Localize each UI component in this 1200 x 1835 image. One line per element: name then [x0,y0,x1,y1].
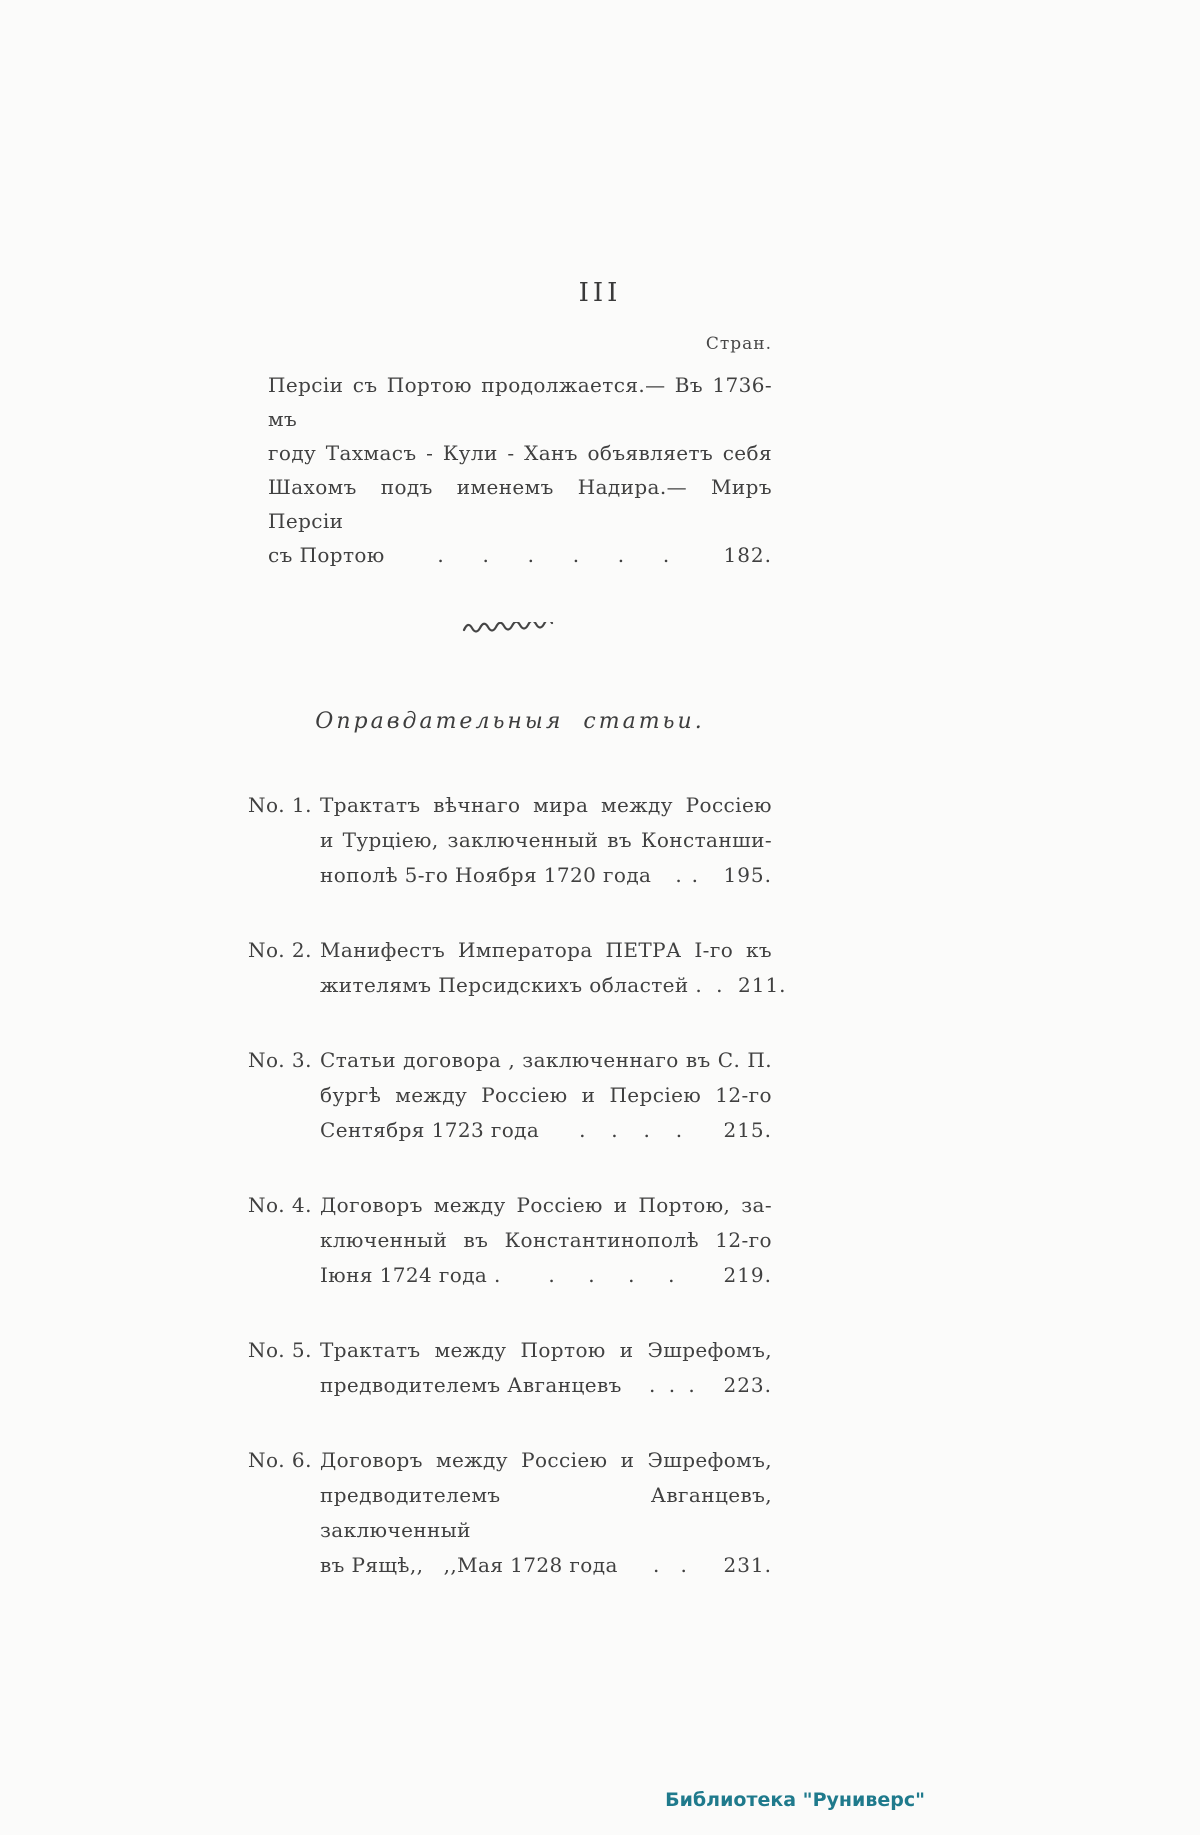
entry-body [320,1443,772,1583]
entry-body [320,933,787,1003]
leader-dot: . [675,863,682,887]
leader-dot: . [617,543,625,567]
continuation-last-line [268,538,772,572]
text-line: нополѣ 5-го Ноября 1720 года [320,863,652,887]
entry-number-label: No. 3. [248,1048,312,1072]
entry-body [320,1043,772,1148]
page-ref: 215. [723,1118,772,1142]
text-line: Договоръ между Россіею и Эшрефомъ, [320,1448,772,1472]
entry-last-line [320,858,772,893]
leader-dots [385,538,722,572]
leader-dot: . [675,1118,683,1142]
entry-body [320,788,772,893]
leader-dots [539,1113,722,1148]
entry-last-line [320,1258,772,1293]
page-ref: 219. [723,1263,772,1287]
text-line: Статьи договора , заключеннаго въ С. П. [320,1048,772,1072]
leader-dot: . [628,1263,635,1287]
text-line: ключенный въ Константинополѣ 12-го [320,1228,772,1252]
entry-number-label: No. 5. [248,1338,312,1362]
text-line: предводителемъ Авганцевъ, заключенный [320,1483,772,1542]
text-line: жителямъ Персидскихъ областей . [320,973,703,997]
text-line: бургѣ между Россіею и Персіею 12-го [320,1083,772,1107]
leader-dot: . [611,1118,618,1142]
entry-last-line [320,1548,772,1583]
entry-body [320,1188,772,1293]
section-divider [248,618,772,637]
continuation-paragraph [248,368,772,572]
entry-last-line [320,1113,772,1148]
text-line: съ Портою [268,543,385,567]
entry-number-label: No. 4. [248,1193,312,1217]
toc-entry [248,1188,772,1293]
text-line: году Тахмасъ - Кули - Ханъ объявляетъ себя [268,441,772,465]
toc-entries [248,788,787,1583]
entry-body [320,1333,772,1403]
text-line: предводителемъ Авганцевъ [320,1373,622,1397]
text-line: въ Рящѣ,, ,,Мая 1728 года [320,1553,618,1577]
leader-dot: . [527,543,534,567]
text-line: Шахомъ подъ именемъ Надира.— Миръ Персіи [268,475,772,533]
leader-dots [501,1258,722,1293]
entry-last-line [320,968,787,1003]
leader-dot: . [691,863,699,887]
leader-dot: . [716,973,723,997]
library-watermark: Библиотека "Руниверс" [665,1789,925,1811]
leader-dot: . [482,543,489,567]
page-ref: 231. [723,1553,772,1577]
page-ref: 223. [723,1373,772,1397]
text-line: Договоръ между Россіею и Портою, за- [320,1193,772,1217]
leader-dot: . [649,1373,656,1397]
page-ref: 195. [723,863,772,887]
leader-dot: . [588,1263,595,1287]
text-line: Сентября 1723 года [320,1118,540,1142]
leader-dots [702,968,736,1003]
entry-last-line [320,1368,772,1403]
leader-dot: . [662,543,670,567]
page-ref: 182. [723,543,772,567]
toc-entry [248,788,772,893]
leader-dot: . [680,1553,687,1577]
page-ref: 211. [738,973,787,997]
leader-dot: . [652,1553,660,1577]
text-line: и Турціею, заключенный въ Констанши- [320,828,772,852]
text-line: Іюня 1724 года . [320,1263,501,1287]
page-column-header: Стран. [705,334,772,354]
toc-entry [248,1333,772,1403]
toc-entry [248,933,787,1003]
text-block [248,334,787,1583]
leader-dots [651,858,722,893]
leader-dot: . [437,543,444,567]
continuation-lines [268,368,772,538]
leader-dot: . [548,1263,555,1287]
section-title: Оправдательныя статьи. [315,709,705,734]
text-line: Персіи съ Портою продолжается.— Въ 1736-мъ [268,373,772,431]
leader-dot: . [668,1373,676,1397]
leader-dot: . [668,1263,675,1287]
text-line: Трактатъ между Портою и Эшрефомъ, [320,1338,772,1362]
leader-dot: . [579,1118,586,1142]
leader-dots [618,1548,722,1583]
entry-number-label: No. 6. [248,1448,312,1472]
squiggle-icon [462,622,558,636]
leader-dots [622,1368,722,1403]
entry-number-label: No. 2. [248,938,312,962]
toc-entry [248,1043,772,1148]
leader-dot: . [572,543,580,567]
text-line: Манифестъ Императора ПЕТРА I-го къ [320,938,772,962]
leader-dot: . [643,1118,650,1142]
leader-dot: . [688,1373,695,1397]
text-line: Трактатъ вѣчнаго мира между Россіею [320,793,772,817]
entry-number-label: No. 1. [248,793,312,817]
page-number: III [578,278,622,308]
toc-entry [248,1443,772,1583]
